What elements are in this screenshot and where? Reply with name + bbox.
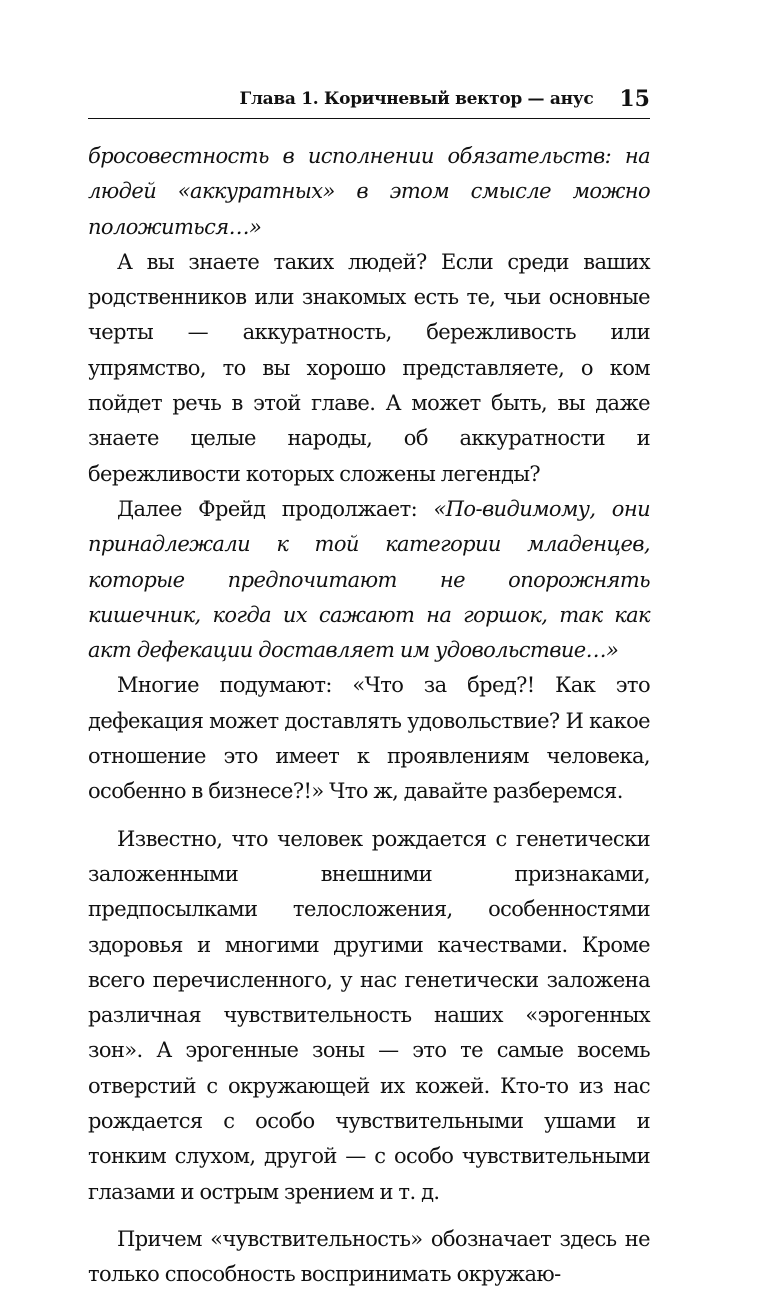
paragraph-quote-continuation: бросовестность в исполнении обязательств: на людей «аккуратных» в этом смысле можно положиться…» xyxy=(88,144,650,239)
paragraph: Известно, что человек рождается с генетически заложенными внешними признаками, предпосылками телосложения, особенностями здоровья и многими другими качествами. Кроме всего перечисленного, у нас генетически заложена различная чувствительность наших «эрогенных зон». А эрогенные зоны — это те самые восемь отверстий с окружающей их кожей. Кто-то из нас рождается с особо чувствительными ушами и тонким слухом, другой — с особо чувствительными глазами и острым зрением и т. д. xyxy=(88,826,650,1204)
paragraph-freud-quote xyxy=(88,492,650,668)
page-number: 15 xyxy=(619,86,650,112)
paragraph: Многие подумают: «Что за бред?! Как это дефекация может доставлять удовольствие? И какое отношение это имеет к проявлениям человека, особенно в бизнесе?!» Что ж, давайте разберемся. xyxy=(88,673,650,804)
paragraph: А вы знаете таких людей? Если среди ваших родственников или знакомых есть те, чьи основные черты — аккуратность, бережливость или упрямство, то вы хорошо представляете, о ком пойдет речь в этой главе. А может быть, вы даже знаете целые народы, об аккуратности и бережливости которых сложены легенды? xyxy=(88,249,650,486)
running-header xyxy=(88,88,650,119)
body-text xyxy=(88,139,650,1293)
paragraph-intro: Далее Фрейд продолжает: xyxy=(117,496,434,521)
freud-quote: «По-видимому, они принадлежали к той категории младенцев, которые предпочитают не опорожнять кишечник, когда их сажают на горшок, так как акт дефекации доставляет им удовольствие…» xyxy=(88,496,650,663)
chapter-title: Глава 1. Коричневый вектор — анус xyxy=(239,89,594,109)
paragraph: Причем «чувствительность» обозначает здесь не только способность воспринимать окружаю- xyxy=(88,1226,650,1287)
